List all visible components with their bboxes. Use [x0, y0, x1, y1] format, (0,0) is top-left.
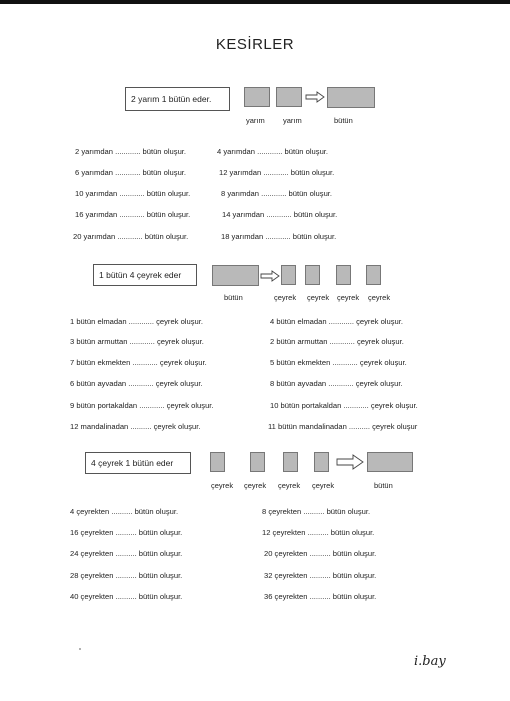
exercise-line: 14 yarımdan ............ bütün oluşur.: [222, 210, 338, 219]
exercise-line: 10 yarımdan ............ bütün oluşur.: [75, 189, 191, 198]
quarter-block: [314, 452, 329, 472]
label-quarter: çeyrek: [278, 481, 301, 490]
arrow-right-icon: [260, 270, 280, 282]
exercise-line: 20 çeyrekten .......... bütün oluşur.: [264, 549, 377, 558]
speck: [79, 648, 81, 650]
label-half: yarım: [246, 116, 265, 125]
exercise-line: 8 çeyrekten .......... bütün oluşur.: [262, 507, 371, 516]
exercise-line: 11 bütün mandalinadan .......... çeyrek oluşur: [268, 422, 418, 431]
half-block: [276, 87, 302, 107]
quarter-block: [210, 452, 225, 472]
quarter-block: [250, 452, 265, 472]
half-block: [244, 87, 270, 107]
exercise-line: 18 yarımdan ............ bütün oluşur.: [221, 232, 337, 241]
exercise-line: 2 bütün armuttan ............ çeyrek oluşur.: [270, 337, 404, 346]
label-quarter: çeyrek: [368, 293, 391, 302]
exercise-line: 12 çeyrekten .......... bütün oluşur.: [262, 528, 375, 537]
author-signature: i.bay: [414, 654, 446, 669]
exercise-line: 6 bütün ayvadan ............ çeyrek oluşur.: [70, 379, 203, 388]
label-whole: bütün: [374, 481, 393, 490]
exercise-line: 3 bütün armuttan ............ çeyrek oluşur.: [70, 337, 204, 346]
label-half: yarım: [283, 116, 302, 125]
quarter-block: [283, 452, 298, 472]
exercise-line: 8 bütün ayvadan ............ çeyrek oluşur.: [270, 379, 403, 388]
exercise-line: 8 yarımdan ............ bütün oluşur.: [221, 189, 333, 198]
exercise-line: 1 bütün elmadan ............ çeyrek oluşur.: [70, 317, 203, 326]
exercise-line: 12 yarımdan ............ bütün oluşur.: [219, 168, 335, 177]
exercise-line: 7 bütün ekmekten ............ çeyrek oluşur.: [70, 358, 207, 367]
arrow-right-icon: [336, 454, 364, 470]
whole-block: [367, 452, 413, 472]
label-quarter: çeyrek: [307, 293, 330, 302]
exercise-line: 40 çeyrekten .......... bütün oluşur.: [70, 592, 183, 601]
label-quarter: çeyrek: [211, 481, 234, 490]
label-quarter: çeyrek: [337, 293, 360, 302]
exercise-line: 4 çeyrekten .......... bütün oluşur.: [70, 507, 179, 516]
exercise-line: 12 mandalinadan .......... çeyrek oluşur.: [70, 422, 201, 431]
exercise-line: 2 yarımdan ............ bütün oluşur.: [75, 147, 187, 156]
exercise-line: 32 çeyrekten .......... bütün oluşur.: [264, 571, 377, 580]
exercise-line: 16 çeyrekten .......... bütün oluşur.: [70, 528, 183, 537]
quarter-block: [336, 265, 351, 285]
exercise-line: 10 bütün portakaldan ............ çeyrek oluşur.: [270, 401, 418, 410]
exercise-line: 36 çeyrekten .......... bütün oluşur.: [264, 592, 377, 601]
exercise-line: 16 yarımdan ............ bütün oluşur.: [75, 210, 191, 219]
arrow-right-icon: [305, 91, 325, 103]
rule-box-halves: 2 yarım 1 bütün eder.: [125, 87, 230, 111]
label-whole: bütün: [224, 293, 243, 302]
exercise-line: 20 yarımdan ............ bütün oluşur.: [73, 232, 189, 241]
top-border: [0, 0, 510, 4]
rule-box-quarters: 1 bütün 4 çeyrek eder: [93, 264, 197, 286]
rule-box-to-whole: 4 çeyrek 1 bütün eder: [85, 452, 191, 474]
quarter-block: [281, 265, 296, 285]
page-title: KESİRLER: [215, 36, 295, 53]
quarter-block: [366, 265, 381, 285]
label-quarter: çeyrek: [274, 293, 297, 302]
exercise-line: 9 bütün portakaldan ............ çeyrek oluşur.: [70, 401, 214, 410]
label-quarter: çeyrek: [244, 481, 267, 490]
exercise-line: 4 yarımdan ............ bütün oluşur.: [217, 147, 329, 156]
exercise-line: 24 çeyrekten .......... bütün oluşur.: [70, 549, 183, 558]
label-quarter: çeyrek: [312, 481, 335, 490]
quarter-block: [305, 265, 320, 285]
exercise-line: 6 yarımdan ............ bütün oluşur.: [75, 168, 187, 177]
exercise-line: 4 bütün elmadan ............ çeyrek oluşur.: [270, 317, 403, 326]
whole-block: [327, 87, 375, 108]
exercise-line: 5 bütün ekmekten ............ çeyrek oluşur.: [270, 358, 407, 367]
label-whole: bütün: [334, 116, 353, 125]
whole-block: [212, 265, 259, 286]
exercise-line: 28 çeyrekten .......... bütün oluşur.: [70, 571, 183, 580]
